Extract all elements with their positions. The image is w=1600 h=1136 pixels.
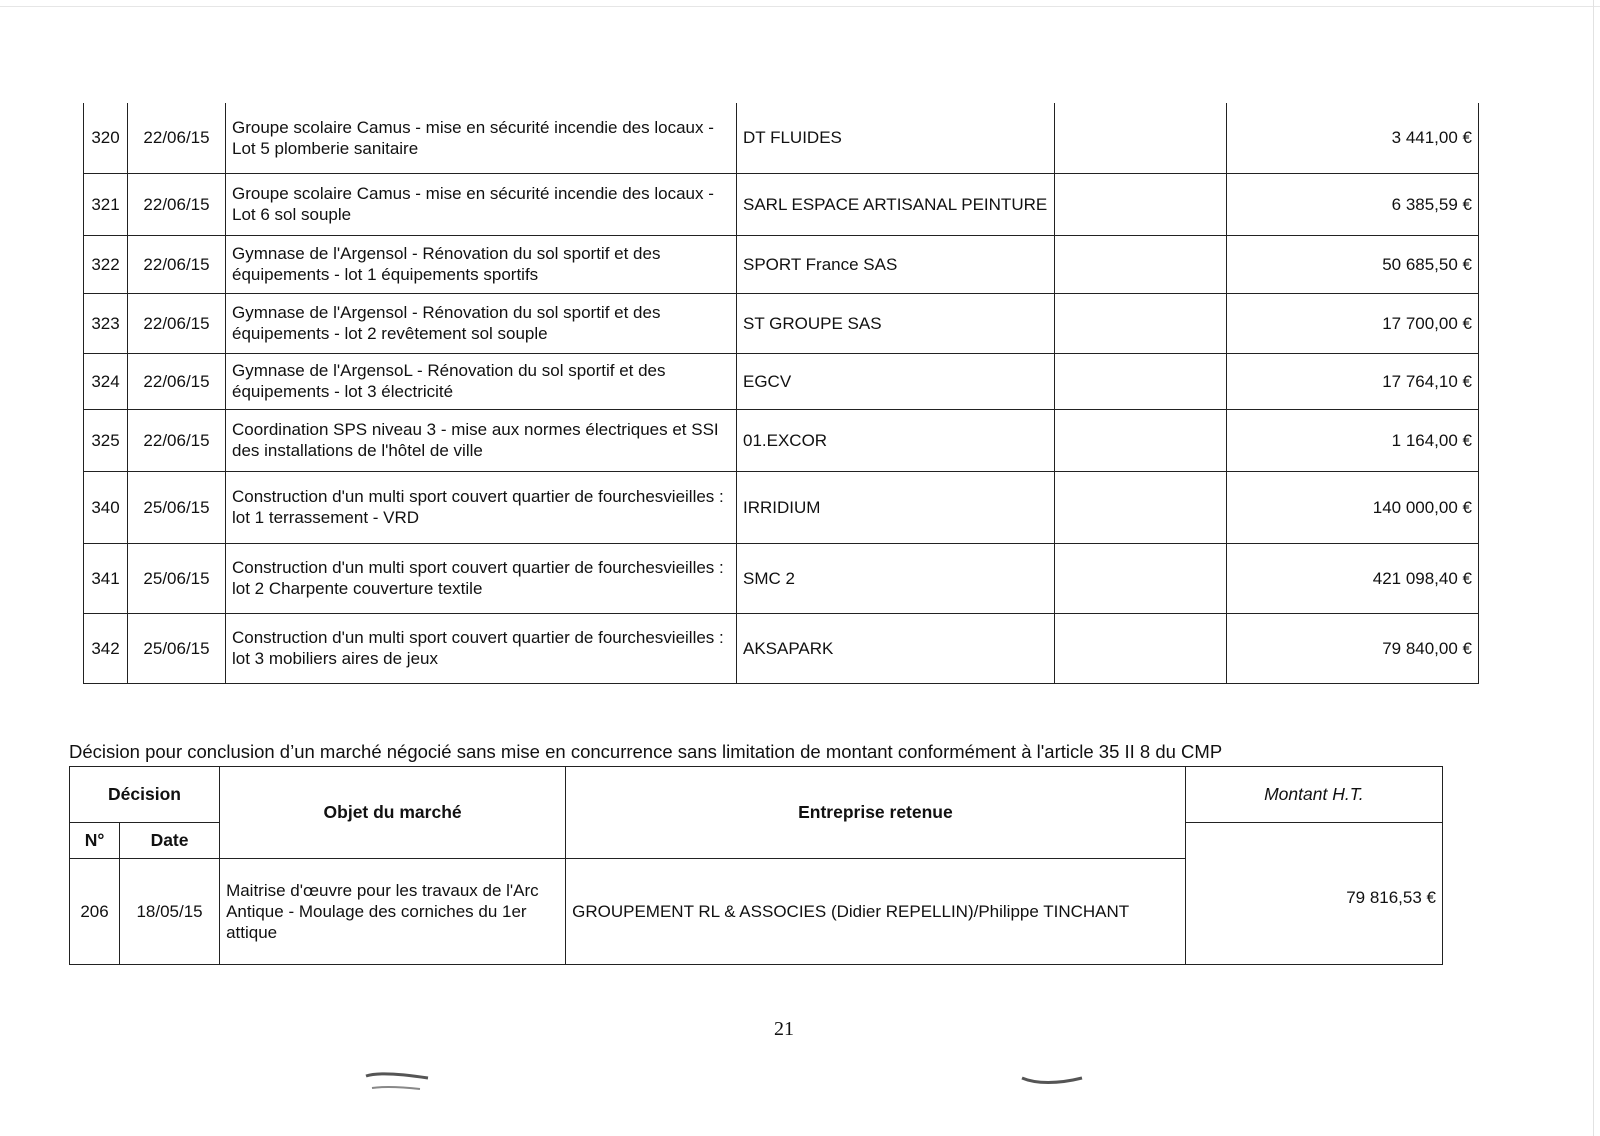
table-row — [84, 235, 1479, 293]
contract-description: Construction d'un multi sport couvert quartier de fourchesvieilles : lot 1 terrassement - VRD — [226, 471, 737, 543]
contract-description: Coordination SPS niveau 3 - mise aux normes électriques et SSI des installations de l'hôtel de ville — [226, 409, 737, 471]
amount: 140 000,00 € — [1227, 471, 1479, 543]
amount: 1 164,00 € — [1227, 409, 1479, 471]
contract-object: Maitrise d'œuvre pour les travaux de l'Arc Antique - Moulage des corniches du 1er attique — [220, 859, 566, 965]
table-row — [84, 613, 1479, 683]
amount: 421 098,40 € — [1227, 543, 1479, 613]
binder-hole-mark-left — [362, 1068, 434, 1098]
empty-cell — [1055, 471, 1227, 543]
company-name: SPORT France SAS — [737, 235, 1055, 293]
negotiated-contract-table — [69, 766, 1443, 965]
decision-number: 320 — [84, 103, 128, 173]
empty-cell — [1055, 235, 1227, 293]
decision-date: 25/06/15 — [128, 613, 226, 683]
company-name: DT FLUIDES — [737, 103, 1055, 173]
empty-cell — [1055, 613, 1227, 683]
table-row — [70, 859, 1443, 965]
company-name: EGCV — [737, 353, 1055, 409]
header-date: Date — [120, 823, 220, 859]
binder-hole-mark-right — [1018, 1070, 1088, 1092]
amount: 50 685,50 € — [1227, 235, 1479, 293]
decision-date: 25/06/15 — [128, 543, 226, 613]
decision-number: 340 — [84, 471, 128, 543]
company-name: SARL ESPACE ARTISANAL PEINTURE — [737, 173, 1055, 235]
header-decision: Décision — [70, 767, 220, 823]
table-row — [84, 293, 1479, 353]
company-name: GROUPEMENT RL & ASSOCIES (Didier REPELLIN)/Philippe TINCHANT — [566, 859, 1186, 965]
empty-cell — [1055, 173, 1227, 235]
table-row — [84, 103, 1479, 173]
amount: 17 700,00 € — [1227, 293, 1479, 353]
decision-date: 22/06/15 — [128, 173, 226, 235]
decision-date: 22/06/15 — [128, 103, 226, 173]
decision-date: 18/05/15 — [120, 859, 220, 965]
contract-description: Groupe scolaire Camus - mise en sécurité incendie des locaux - Lot 6 sol souple — [226, 173, 737, 235]
company-name: SMC 2 — [737, 543, 1055, 613]
amount: 17 764,10 € — [1227, 353, 1479, 409]
company-name: AKSAPARK — [737, 613, 1055, 683]
amount: 3 441,00 € — [1227, 103, 1479, 173]
decision-date: 22/06/15 — [128, 293, 226, 353]
empty-cell — [1055, 543, 1227, 613]
table-row — [84, 543, 1479, 613]
decision-date: 22/06/15 — [128, 409, 226, 471]
empty-cell — [1055, 353, 1227, 409]
header-montant-blank — [1185, 823, 1442, 859]
contract-description: Gymnase de l'Argensol - Rénovation du sol sportif et des équipements - lot 2 revêtement sol souple — [226, 293, 737, 353]
contracts-table — [83, 103, 1479, 684]
section-title: Décision pour conclusion d’un marché négocié sans mise en concurrence sans limitation de montant conformément à l'article 35 II 8 du CMP — [69, 741, 1223, 762]
empty-cell — [1055, 409, 1227, 471]
decision-number: 324 — [84, 353, 128, 409]
company-name: IRRIDIUM — [737, 471, 1055, 543]
company-name: 01.EXCOR — [737, 409, 1055, 471]
contract-description: Construction d'un multi sport couvert quartier de fourchesvieilles : lot 3 mobiliers aires de jeux — [226, 613, 737, 683]
contract-description: Construction d'un multi sport couvert quartier de fourchesvieilles : lot 2 Charpente couverture textile — [226, 543, 737, 613]
decision-number: 341 — [84, 543, 128, 613]
contract-description: Groupe scolaire Camus - mise en sécurité incendie des locaux - Lot 5 plomberie sanitaire — [226, 103, 737, 173]
decision-date: 22/06/15 — [128, 235, 226, 293]
page-right-edge — [1593, 0, 1594, 1136]
contract-description: Gymnase de l'ArgensoL - Rénovation du sol sportif et des équipements - lot 3 électricité — [226, 353, 737, 409]
page-top-edge — [0, 6, 1600, 7]
amount: 79 816,53 € — [1185, 859, 1442, 965]
table-row — [84, 173, 1479, 235]
table-row — [84, 409, 1479, 471]
decision-date: 25/06/15 — [128, 471, 226, 543]
contract-description: Gymnase de l'Argensol - Rénovation du sol sportif et des équipements - lot 1 équipements sportifs — [226, 235, 737, 293]
company-name: ST GROUPE SAS — [737, 293, 1055, 353]
decision-number: 322 — [84, 235, 128, 293]
table-row — [84, 471, 1479, 543]
empty-cell — [1055, 103, 1227, 173]
decision-number: 323 — [84, 293, 128, 353]
decision-number: 206 — [70, 859, 120, 965]
header-num: N° — [70, 823, 120, 859]
decision-number: 325 — [84, 409, 128, 471]
empty-cell — [1055, 293, 1227, 353]
header-objet: Objet du marché — [220, 767, 566, 859]
decision-date: 22/06/15 — [128, 353, 226, 409]
decision-number: 321 — [84, 173, 128, 235]
page-number: 21 — [774, 1018, 794, 1040]
amount: 79 840,00 € — [1227, 613, 1479, 683]
amount: 6 385,59 € — [1227, 173, 1479, 235]
header-montant: Montant H.T. — [1185, 767, 1442, 823]
header-entreprise: Entreprise retenue — [566, 767, 1186, 859]
table-row — [84, 353, 1479, 409]
decision-number: 342 — [84, 613, 128, 683]
